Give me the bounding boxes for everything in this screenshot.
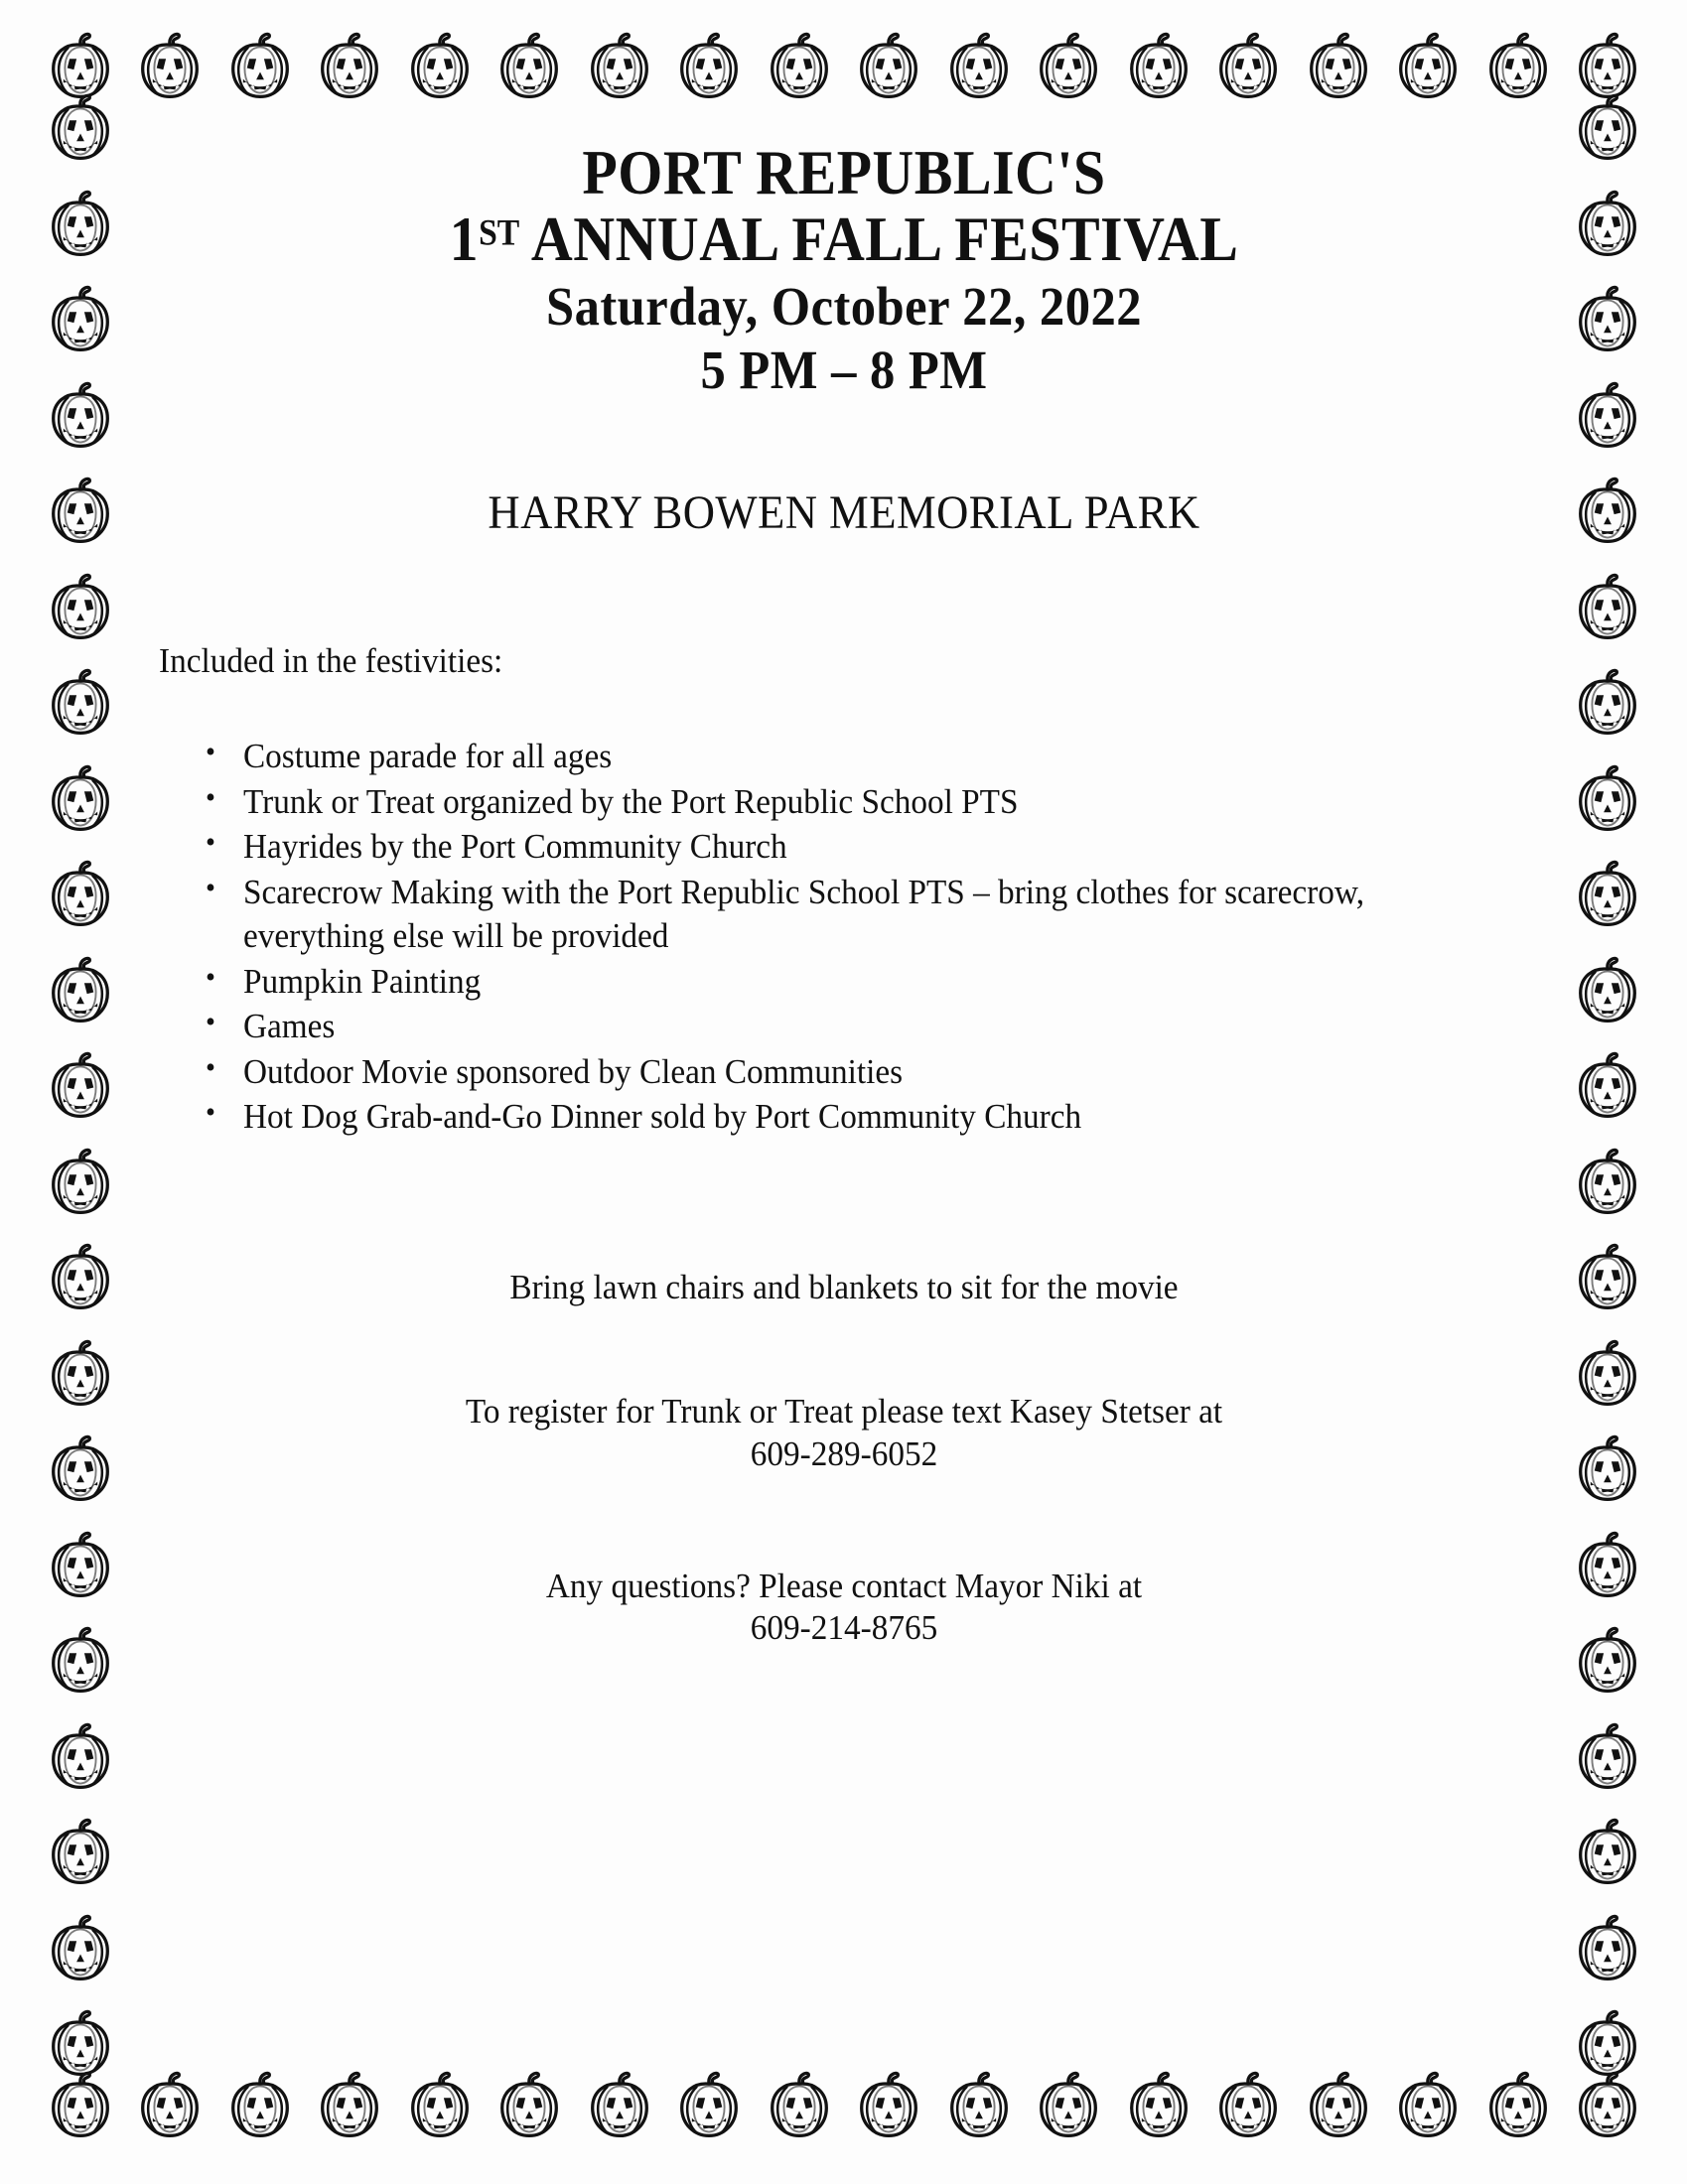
- pumpkin-bottom: [581, 2067, 658, 2144]
- register-instructions: To register for Trunk or Treat please text Kasey Stetser at: [465, 1392, 1223, 1432]
- questions-instructions: Any questions? Please contact Mayor Niki at: [545, 1566, 1143, 1605]
- pumpkin-top: [1209, 28, 1287, 105]
- pumpkin-top: [1030, 28, 1107, 105]
- pumpkin-right: [1569, 89, 1646, 167]
- pumpkin-left: [42, 1527, 119, 1604]
- pumpkin-right: [1569, 473, 1646, 550]
- pumpkin-left: [42, 2005, 119, 2083]
- pumpkin-right: [1569, 1910, 1646, 1987]
- pumpkin-left: [42, 1718, 119, 1796]
- pumpkin-right: [1569, 1335, 1646, 1413]
- activity-item: • Hayrides by the Port Community Church: [149, 825, 1470, 869]
- pumpkin-left: [42, 760, 119, 838]
- activities-list: [149, 735, 1539, 1139]
- pumpkin-bottom: [42, 2067, 119, 2144]
- pumpkin-right: [1569, 569, 1646, 646]
- pumpkin-top: [221, 28, 299, 105]
- questions-block: [184, 1566, 1504, 1650]
- pumpkin-right: [1569, 1527, 1646, 1604]
- pumpkin-left: [42, 952, 119, 1029]
- pumpkin-right: [1569, 856, 1646, 933]
- pumpkin-bottom: [491, 2067, 568, 2144]
- title-ordinal-number: 1: [449, 204, 480, 274]
- pumpkin-bottom: [850, 2067, 927, 2144]
- pumpkin-top: [1389, 28, 1467, 105]
- pumpkin-top: [1120, 28, 1197, 105]
- pumpkin-right: [1569, 281, 1646, 358]
- pumpkin-left: [42, 664, 119, 742]
- pumpkin-top: [670, 28, 748, 105]
- pumpkin-right: [1569, 2005, 1646, 2083]
- pumpkin-bottom: [1300, 2067, 1377, 2144]
- pumpkin-top: [581, 28, 658, 105]
- activity-item: • Hot Dog Grab-and-Go Dinner sold by Port Community Church: [149, 1095, 1470, 1139]
- questions-phone: 609-214-8765: [750, 1608, 938, 1648]
- pumpkin-left: [42, 1431, 119, 1508]
- pumpkin-top: [1479, 28, 1557, 105]
- pumpkin-bottom: [221, 2067, 299, 2144]
- pumpkin-bottom: [131, 2067, 209, 2144]
- activity-item: • Outdoor Movie sponsored by Clean Communities: [149, 1050, 1470, 1094]
- event-time: 5 PM – 8 PM: [700, 339, 988, 400]
- pumpkin-top: [1569, 28, 1646, 105]
- pumpkin-top: [311, 28, 388, 105]
- register-phone: 609-289-6052: [750, 1434, 938, 1474]
- pumpkin-bottom: [1120, 2067, 1197, 2144]
- pumpkin-left: [42, 569, 119, 646]
- pumpkin-left: [42, 1144, 119, 1221]
- pumpkin-top: [940, 28, 1018, 105]
- pumpkin-right: [1569, 186, 1646, 263]
- pumpkin-top: [850, 28, 927, 105]
- venue-name: HARRY BOWEN MEMORIAL PARK: [488, 486, 1200, 540]
- pumpkin-left: [42, 1910, 119, 1987]
- pumpkin-top: [491, 28, 568, 105]
- title-line-1: PORT REPUBLIC'S: [582, 138, 1106, 207]
- pumpkin-left: [42, 1814, 119, 1891]
- pumpkin-right: [1569, 664, 1646, 742]
- pumpkin-left: [42, 856, 119, 933]
- pumpkin-left: [42, 1335, 119, 1413]
- pumpkin-top: [131, 28, 209, 105]
- pumpkin-left: [42, 281, 119, 358]
- pumpkin-left: [42, 1239, 119, 1316]
- pumpkin-top: [761, 28, 838, 105]
- pumpkin-right: [1569, 377, 1646, 455]
- pumpkin-left: [42, 1047, 119, 1125]
- pumpkin-right: [1569, 760, 1646, 838]
- flyer-content: [149, 109, 1539, 2055]
- pumpkin-left: [42, 1622, 119, 1700]
- pumpkin-right: [1569, 1622, 1646, 1700]
- pumpkin-top: [401, 28, 479, 105]
- register-block: [184, 1391, 1504, 1475]
- pumpkin-right: [1569, 952, 1646, 1029]
- activity-item: • Pumpkin Painting: [149, 960, 1470, 1004]
- title-ordinal-suffix: ST: [479, 211, 520, 253]
- activity-item: • Trunk or Treat organized by the Port Republic School PTS: [149, 780, 1470, 824]
- title-line-2-rest: ANNUAL FALL FESTIVAL: [519, 204, 1239, 274]
- pumpkin-bottom: [1209, 2067, 1287, 2144]
- pumpkin-right: [1569, 1718, 1646, 1796]
- title-line-2: [205, 206, 1483, 273]
- pumpkin-bottom: [1479, 2067, 1557, 2144]
- pumpkin-left: [42, 377, 119, 455]
- pumpkin-right: [1569, 1144, 1646, 1221]
- festivities-intro: Included in the festivities:: [159, 641, 503, 681]
- pumpkin-bottom: [940, 2067, 1018, 2144]
- pumpkin-right: [1569, 1814, 1646, 1891]
- activity-item: • Scarecrow Making with the Port Republic School PTS – bring clothes for scarecrow, everything else will be provided: [149, 871, 1470, 959]
- pumpkin-left: [42, 186, 119, 263]
- pumpkin-bottom: [1569, 2067, 1646, 2144]
- pumpkin-top: [1300, 28, 1377, 105]
- pumpkin-right: [1569, 1239, 1646, 1316]
- pumpkin-top: [42, 28, 119, 105]
- activity-item: • Games: [149, 1005, 1470, 1048]
- pumpkin-bottom: [401, 2067, 479, 2144]
- pumpkin-bottom: [1389, 2067, 1467, 2144]
- pumpkin-bottom: [761, 2067, 838, 2144]
- pumpkin-right: [1569, 1431, 1646, 1508]
- pumpkin-bottom: [1030, 2067, 1107, 2144]
- activity-item: • Costume parade for all ages: [149, 735, 1470, 778]
- pumpkin-right: [1569, 1047, 1646, 1125]
- pumpkin-left: [42, 473, 119, 550]
- pumpkin-bottom: [670, 2067, 748, 2144]
- movie-note: Bring lawn chairs and blankets to sit for the movie: [509, 1268, 1179, 1307]
- pumpkin-left: [42, 89, 119, 167]
- event-date: Saturday, October 22, 2022: [546, 276, 1142, 338]
- pumpkin-bottom: [311, 2067, 388, 2144]
